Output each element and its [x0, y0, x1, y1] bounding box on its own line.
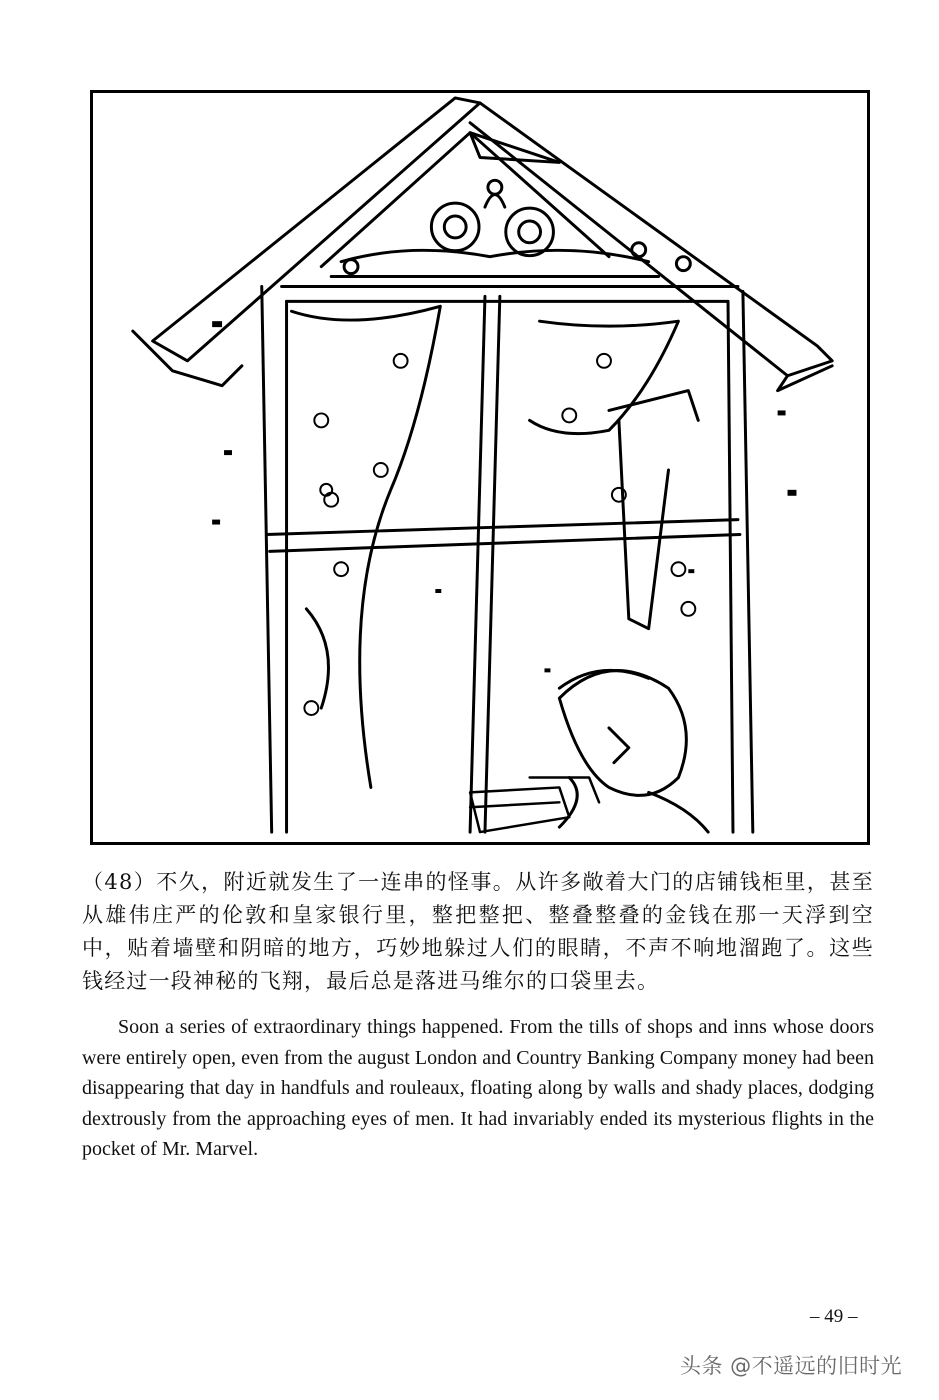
roof-eave-left — [133, 331, 242, 386]
window-transom — [267, 520, 738, 535]
window-frame-left — [262, 286, 272, 832]
curtain-left-fold — [306, 609, 328, 708]
page-number: – 49 – — [810, 1306, 858, 1327]
money-stack-icon — [470, 778, 599, 833]
window-middle-mullion — [470, 296, 485, 832]
book-illustration — [90, 90, 870, 845]
ink-dabs — [212, 321, 796, 672]
curtain-right — [530, 321, 679, 433]
window-frame-right-inner — [728, 301, 733, 832]
window-transom-2 — [270, 534, 740, 551]
window-frame-right — [743, 291, 753, 832]
window-middle-mullion-2 — [485, 296, 500, 832]
gable-ornament-icon — [331, 180, 690, 276]
window-drawing — [93, 93, 867, 842]
english-paragraph: Soon a series of extraordinary things happened. From the tills of shops and inns whose doors were entirely open, even from the august London and Country Banking Company money had been disappearing that day in handfuls and rouleaux, floating along by walls and shady places, dodging dextrously from the approaching eyes of men. It had invariably ended its mysterious flights in the pocket of Mr. Marvel. — [82, 1016, 874, 1160]
chinese-paragraph: （48）不久，附近就发生了一连串的怪事。从许多敞着大门的店铺钱柜里，甚至从雄伟庄严的伦敦和皇家银行里，整把整把、整叠整叠的金钱在那一天浮到空中，贴着墙壁和阴暗的地方，巧妙地躲过人们的眼睛，不声不响地溜跑了。这些钱经过一段神秘的飞翔，最后总是落进马维尔的口袋里去。 — [82, 870, 874, 993]
man-figure — [559, 670, 708, 832]
roof-right-edge — [470, 103, 832, 376]
curtain-dots — [304, 354, 695, 715]
watermark: 头条 @不遥远的旧时光 — [680, 1354, 903, 1378]
